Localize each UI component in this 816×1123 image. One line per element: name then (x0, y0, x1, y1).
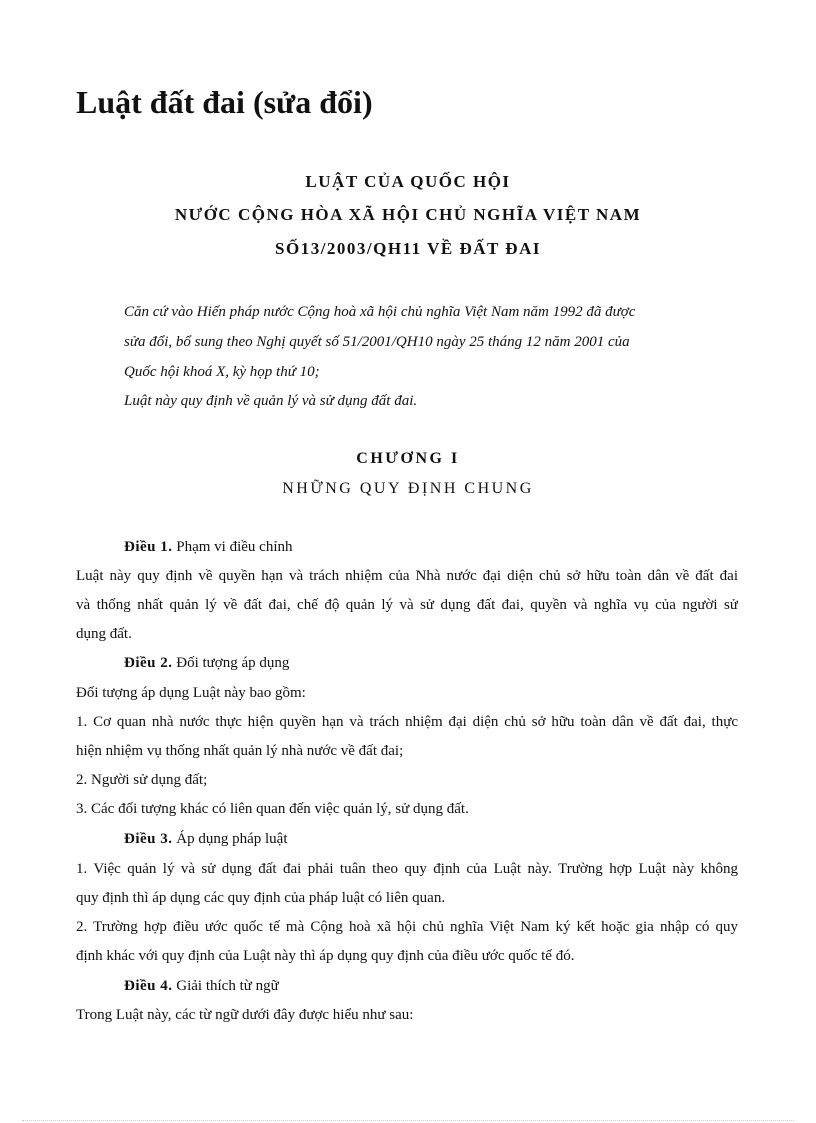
chapter-title: NHỮNG QUY ĐỊNH CHUNG (282, 480, 534, 497)
preamble-line-3: Quốc hội khoá X, kỳ họp thứ 10; (124, 364, 320, 380)
preamble-line-4: Luật này quy định về quản lý và sử dụng đất đai. (124, 393, 418, 409)
article-4-label: Điều 4. (124, 978, 173, 994)
law-header-line-1: LUẬT CỦA QUỐC HỘI (305, 172, 511, 191)
law-header-line-2: NƯỚC CỘNG HÒA XÃ HỘI CHỦ NGHĨA VIỆT NAM (174, 205, 642, 224)
article-2-label: Điều 2. (124, 655, 173, 671)
chapter-number: CHƯƠNG I (356, 450, 460, 467)
article-2-line-4: 2. Người sử dụng đất; (76, 772, 208, 788)
document-title: Luật đất đai (sửa đổi) (76, 84, 373, 120)
article-3-line-2: quy định thì áp dụng các quy định của pháp luật có liên quan. (76, 890, 446, 906)
article-2-line-1: Đối tượng áp dụng Luật này bao gồm: (76, 685, 306, 701)
article-3-line-4: định khác với quy định của Luật này thì áp dụng quy định của điều ước quốc tế đó. (76, 948, 575, 964)
article-2-line-3: hiện nhiệm vụ thống nhất quản lý nhà nước về đất đai; (76, 743, 404, 759)
article-3-label: Điều 3. (124, 831, 173, 847)
article-2-title: Đối tượng áp dụng (176, 655, 290, 671)
article-4-line-1: Trong Luật này, các từ ngữ dưới đây được hiểu như sau: (76, 1007, 414, 1023)
article-3-line-1: 1. Việc quản lý và sử dụng đất đai phải tuân theo quy định của Luật này. Trường hợp Luật này không (76, 861, 738, 877)
preamble-line-1: Căn cứ vào Hiến pháp nước Cộng hoà xã hội chủ nghĩa Việt Nam năm 1992 đã được (124, 304, 636, 320)
article-2-line-2: 1. Cơ quan nhà nước thực hiện quyền hạn và trách nhiệm đại diện chủ sở hữu toàn dân về đất đai, thực (76, 714, 738, 730)
preamble-line-2: sửa đổi, bổ sung theo Nghị quyết số 51/2001/QH10 ngày 25 tháng 12 năm 2001 của (124, 334, 630, 350)
article-1-heading (124, 537, 293, 557)
law-header-line-3: SỐ13/2003/QH11 VỀ ĐẤT ĐAI (275, 239, 541, 258)
article-1-line-2: và thống nhất quản lý về đất đai, chế độ quản lý và sử dụng đất đai, quyền và nghĩa vụ của người sử (76, 597, 738, 613)
article-2-heading (124, 653, 289, 673)
article-3-line-3: 2. Trường hợp điều ước quốc tế mà Cộng hoà xã hội chủ nghĩa Việt Nam ký kết hoặc gia nhập có quy (76, 919, 738, 935)
article-1-line-1: Luật này quy định về quyền hạn và trách nhiệm của Nhà nước đại diện chủ sở hữu toàn dân về đất đai (76, 568, 738, 584)
article-3-title: Áp dụng pháp luật (176, 831, 288, 847)
article-4-title: Giải thích từ ngữ (176, 978, 279, 994)
page-bottom-divider (22, 1120, 794, 1121)
article-4-heading (124, 976, 279, 996)
article-2-line-5: 3. Các đối tượng khác có liên quan đến việc quản lý, sử dụng đất. (76, 801, 469, 817)
article-1-title: Phạm vi điều chỉnh (176, 539, 293, 555)
article-1-label: Điều 1. (124, 539, 173, 555)
article-1-line-3: dụng đất. (76, 626, 132, 642)
article-3-heading (124, 829, 287, 849)
